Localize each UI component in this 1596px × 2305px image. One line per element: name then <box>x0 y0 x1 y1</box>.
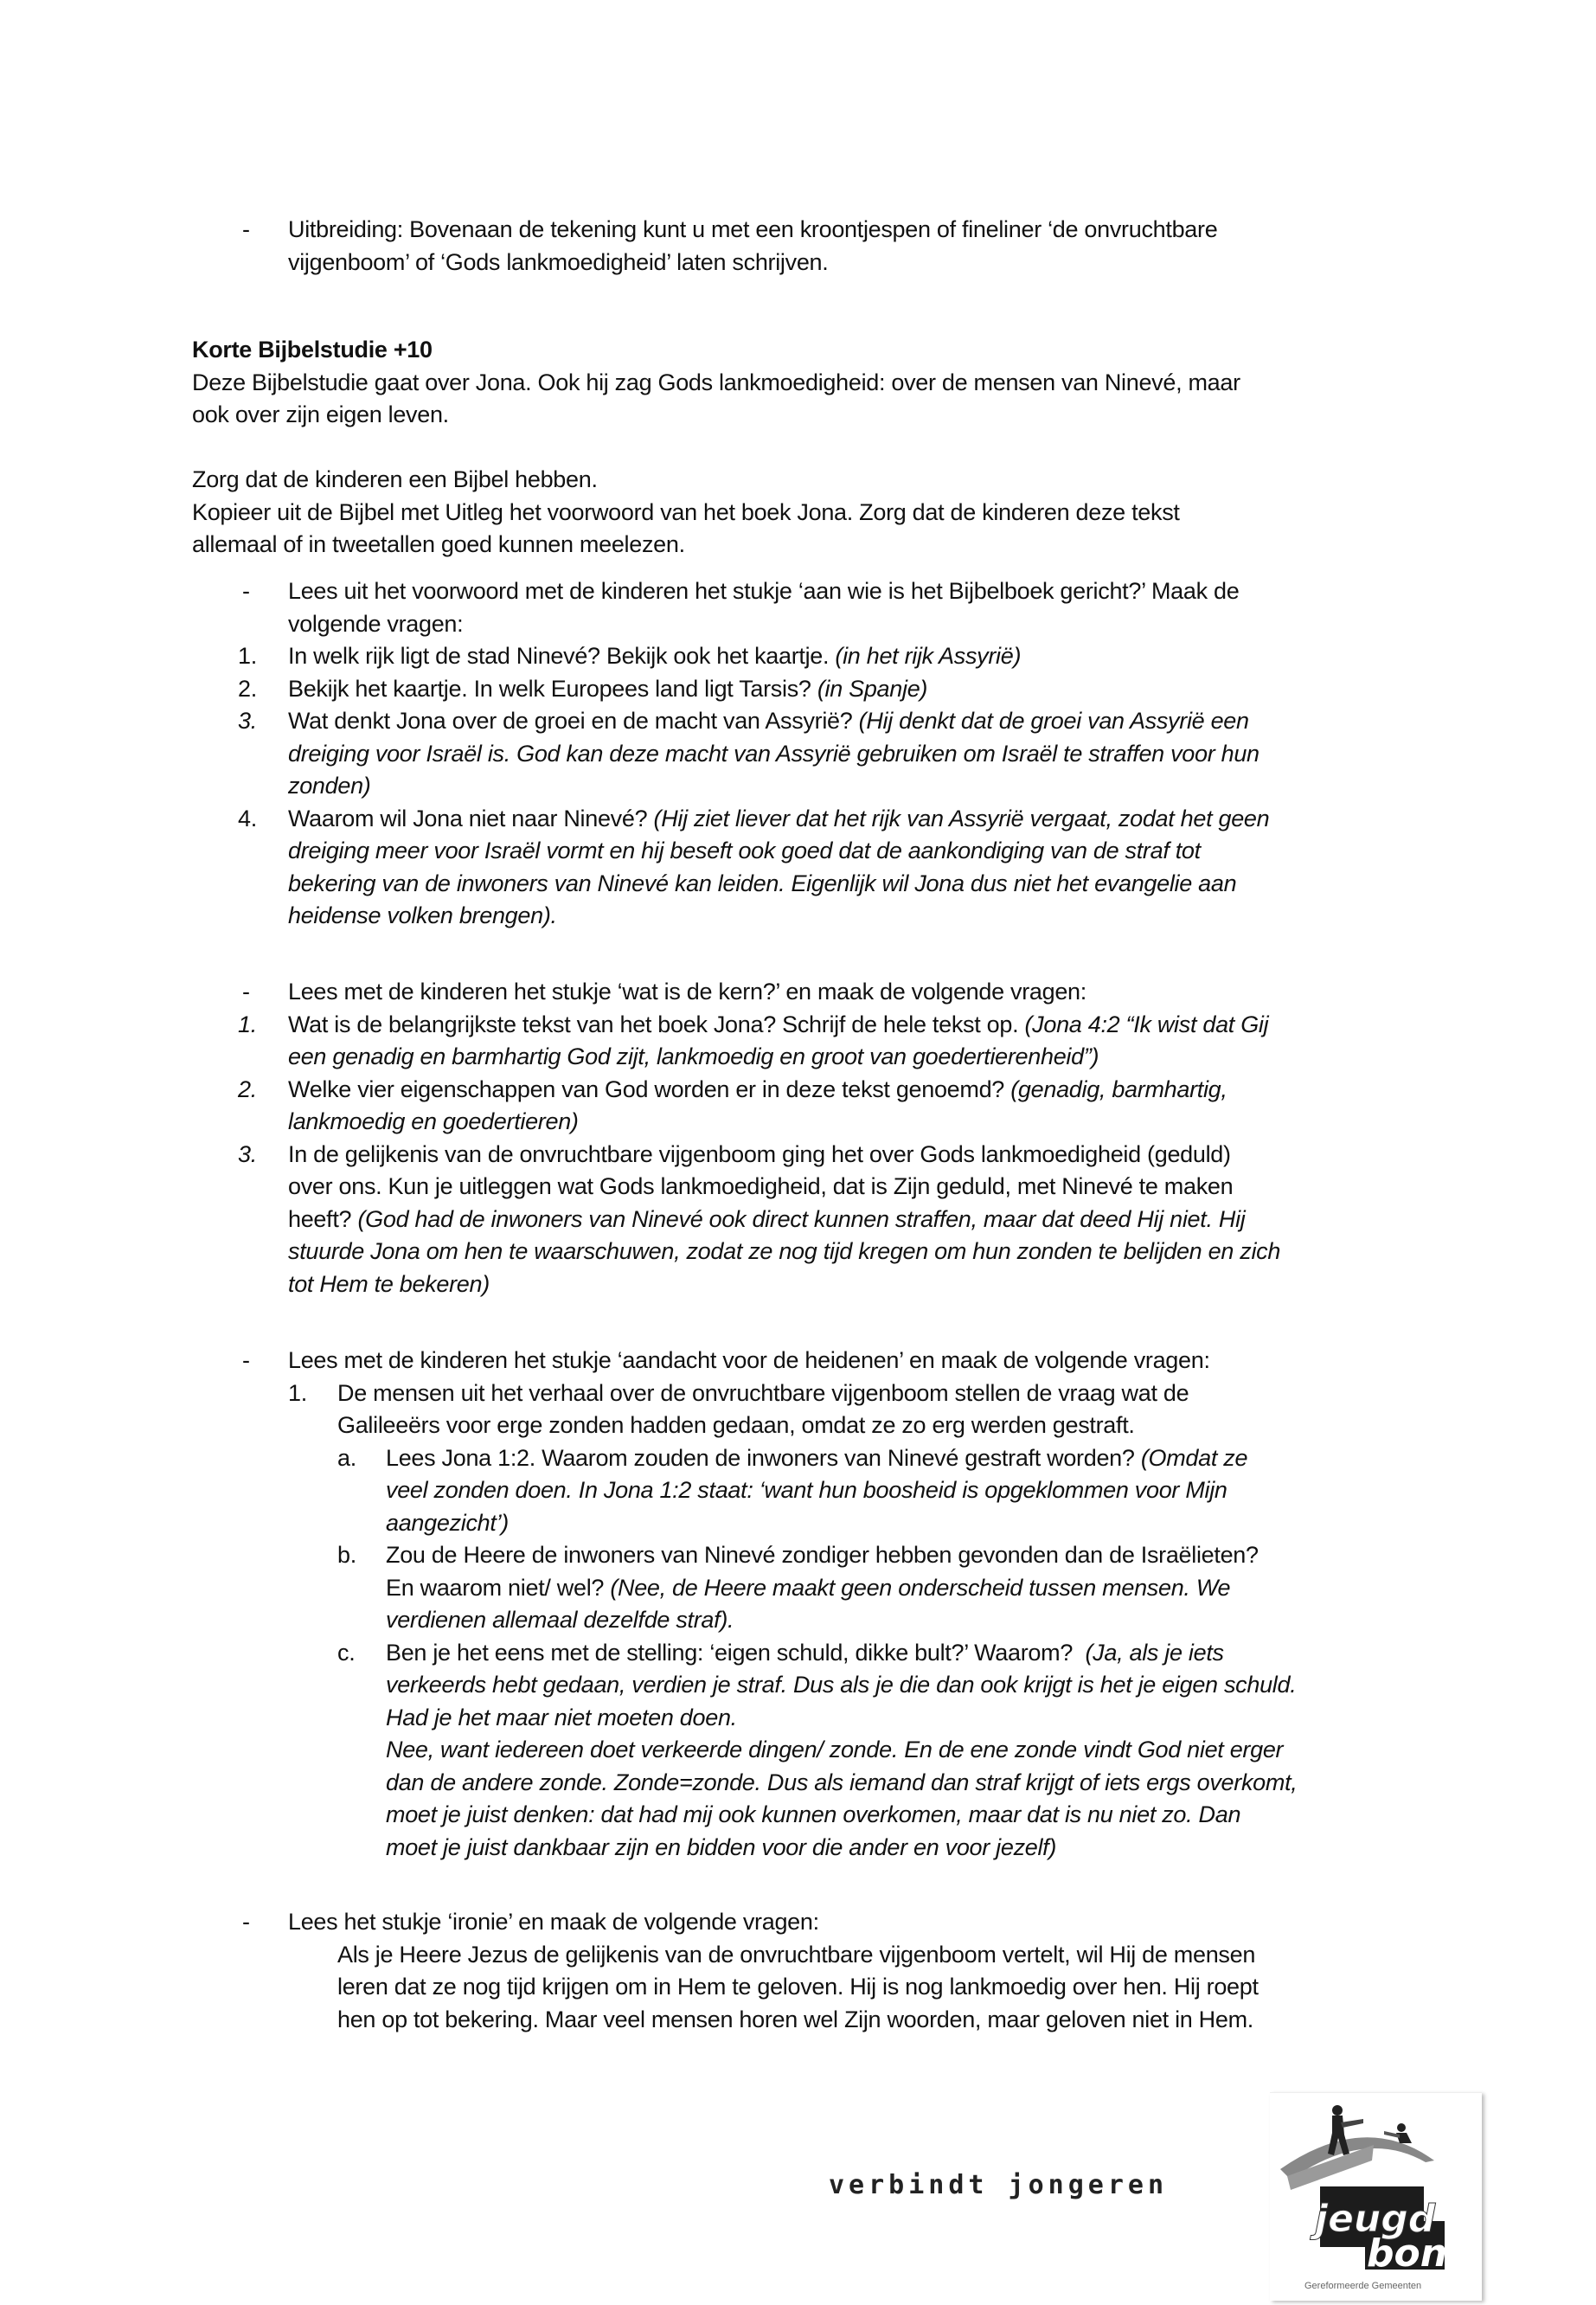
answer-text: (Jona 4:2 “Ik wist dat Gij <box>1024 1011 1269 1037</box>
answer-text: (genadig, barmhartig, <box>1010 1075 1227 1102</box>
list-number: 2. <box>238 1075 257 1102</box>
question-item <box>192 803 1420 933</box>
text-line: Kopieer uit de Bijbel met Uitleg het voorwoord van het boek Jona. Zorg dat de kinderen deze tekst <box>192 498 1180 525</box>
answer-text: een genadig en barmhartig God zijt, lankmoedig en groot van goedertierenheid”) <box>288 1043 1099 1069</box>
question-item <box>192 705 1420 803</box>
question-text: Zou de Heere de inwoners van Ninevé zondiger hebben gevonden dan de Israëlieten? <box>386 1542 1259 1568</box>
sub-question-item <box>192 1637 1420 1865</box>
answer-text: (Omdat ze <box>1140 1444 1248 1471</box>
question-item <box>192 1009 1420 1074</box>
part-wat-is-de-kern <box>192 976 1420 1300</box>
answer-text: tot Hem te bekeren) <box>288 1270 490 1297</box>
bullet-dash: - <box>242 578 250 604</box>
sub-question-item <box>192 1442 1420 1540</box>
verbindt-jongeren-wordmark <box>829 2163 1227 2215</box>
part-bijbelboek-gericht <box>192 575 1420 933</box>
question-text: Welke vier eigenschappen van God worden er in deze tekst genoemd? <box>288 1075 1011 1102</box>
answer-text: moet je juist denken: dat had mij ook kunnen overkomen, maar dat is nu niet zo. Dan <box>386 1801 1241 1827</box>
text-line: Zorg dat de kinderen een Bijbel hebben. <box>192 466 598 492</box>
text-line: hen op tot bekering. Maar veel mensen horen wel Zijn woorden, maar geloven niet in Hem. <box>337 2006 1253 2032</box>
text-line: allemaal of in tweetallen goed kunnen meelezen. <box>192 531 685 557</box>
answer-text: (God had de inwoners van Ninevé ook direct kunnen straffen, maar dat deed Hij niet. Hij <box>357 1205 1246 1232</box>
bullet-dash: - <box>242 1909 250 1935</box>
answer-text: (in het rijk Assyrië) <box>835 643 1022 669</box>
answer-text: veel zonden doen. In Jona 1:2 staat: ‘want hun boosheid is opgeklommen voor Mijn <box>386 1477 1227 1503</box>
question-item <box>192 640 1420 673</box>
text-line: Deze Bijbelstudie gaat over Jona. Ook hij zag Gods lankmoedigheid: over de mensen van Ninevé, maar <box>192 369 1240 395</box>
answer-text: stuurde Jona om hen te waarschuwen, zodat ze nog tijd kregen om hun zonden te belijden en zich <box>288 1238 1281 1264</box>
answer-text: (Nee, de Heere maakt geen onderscheid tussen mensen. We <box>610 1574 1231 1601</box>
question-text: In welk rijk ligt de stad Ninevé? Bekijk ook het kaartje. <box>288 643 836 669</box>
text-line: ook over zijn eigen leven. <box>192 401 449 427</box>
text-line: Uitbreiding: Bovenaan de tekening kunt u met een kroontjespen of fineliner ‘de onvruchtbare <box>288 216 1218 242</box>
list-letter: b. <box>337 1542 356 1568</box>
answer-text: dan de andere zonde. Zonde=zonde. Dus als iemand dan straf krijgt of iets ergs overkomt, <box>386 1769 1298 1795</box>
svg-text:bond: bond <box>1367 2231 1475 2276</box>
question-item <box>192 1139 1420 1301</box>
question-item <box>192 1074 1420 1139</box>
list-number: 1. <box>288 1379 307 1406</box>
answer-text: heidense volken brengen). <box>288 902 557 928</box>
bullet-dash: - <box>242 1347 250 1373</box>
answer-text: dreiging voor Israël is. God kan deze macht van Assyrië gebruiken om Israël te straffen voor hun <box>288 740 1259 767</box>
question-text: over ons. Kun je uitleggen wat Gods lankmoedigheid, dat is Zijn geduld, met Ninevé te maken <box>288 1173 1234 1199</box>
question-text: Ben je het eens met de stelling: ‘eigen schuld, dikke bult?’ Waarom? <box>386 1639 1086 1666</box>
answer-text: Nee, want iedereen doet verkeerde dingen/ zonde. En de ene zonde vindt God niet erger <box>386 1737 1284 1762</box>
list-number: 2. <box>238 675 257 702</box>
list-number: 3. <box>238 1140 257 1167</box>
svg-text:verbindt jongeren: verbindt jongeren <box>829 2170 1169 2200</box>
section-heading: Korte Bijbelstudie +10 <box>192 337 433 363</box>
answer-text: moet je juist dankbaar zijn en bidden voor die ander en voor jezelf) <box>386 1833 1057 1860</box>
numbered-item <box>192 1377 1420 1442</box>
list-number: 1. <box>238 643 257 669</box>
part-aandacht-voor-de-heidenen <box>192 1345 1420 1864</box>
answer-text: (in Spanje) <box>817 675 928 702</box>
answer-text: lankmoedig en goedertieren) <box>288 1108 579 1134</box>
svg-text:Gereformeerde Gemeenten: Gereformeerde Gemeenten <box>1304 2281 1422 2291</box>
text-line: Lees met de kinderen het stukje ‘aandacht voor de heidenen’ en maak de volgende vragen: <box>288 1347 1210 1373</box>
jumping-figures-icon <box>1270 2093 1482 2301</box>
question-text: En waarom niet/ wel? <box>386 1574 611 1601</box>
answer-text: Had je het maar niet moeten doen. <box>386 1704 737 1730</box>
list-letter: c. <box>337 1639 356 1666</box>
answer-text: verdienen allemaal dezelfde straf). <box>386 1607 734 1633</box>
question-text: Lees Jona 1:2. Waarom zouden de inwoners van Ninevé gestraft worden? <box>386 1444 1141 1471</box>
footer-tagline <box>829 2163 1227 2215</box>
question-text: Wat is de belangrijkste tekst van het boek Jona? Schrijf de hele tekst op. <box>288 1011 1025 1037</box>
answer-text: (Hij ziet liever dat het rijk van Assyrië vergaat, zodat het geen <box>653 805 1270 831</box>
question-text: heeft? <box>288 1205 358 1232</box>
answer-text: (Ja, als je iets <box>1085 1639 1224 1666</box>
question-item <box>192 673 1420 706</box>
list-number: 1. <box>238 1011 257 1037</box>
part-ironie <box>192 1906 1420 2036</box>
question-text: In de gelijkenis van de onvruchtbare vijgenboom ging het over Gods lankmoedigheid (geduld) <box>288 1140 1231 1167</box>
question-text: Bekijk het kaartje. In welk Europees land ligt Tarsis? <box>288 675 817 702</box>
answer-text: zonden) <box>288 773 371 799</box>
answer-text: (Hij denkt dat de groei van Assyrië een <box>858 708 1249 734</box>
text-line: Lees het stukje ‘ironie’ en maak de volgende vragen: <box>288 1909 819 1935</box>
answer-text: verkeerds hebt gedaan, verdien je straf. Dus als je die dan ook krijgt is het je eigen schuld. <box>386 1672 1297 1698</box>
text-line: Galileeërs voor erge zonden hadden gedaan, omdat ze zo erg werden gestraft. <box>337 1412 1135 1438</box>
intro-list-item <box>192 214 1420 279</box>
question-text: Wat denkt Jona over de groei en de macht van Assyrië? <box>288 708 859 734</box>
answer-text: aangezicht’) <box>386 1509 509 1536</box>
text-line: vijgenboom’ of ‘Gods lankmoedigheid’ laten schrijven. <box>288 248 829 275</box>
answer-text: dreiging meer voor Israël vormt en hij beseft ook goed dat de aankondiging van de straf tot <box>288 838 1201 864</box>
text-line: Als je Heere Jezus de gelijkenis van de onvruchtbare vijgenboom vertelt, wil Hij de mensen <box>337 1941 1256 1968</box>
jeugdbond-logo <box>1270 2092 1482 2301</box>
svg-text:jeugd: jeugd <box>1315 2197 1436 2241</box>
bullet-dash: - <box>242 216 250 242</box>
text-line: Lees uit het voorwoord met de kinderen het stukje ‘aan wie is het Bijbelboek gericht?’ Maak de <box>288 578 1240 604</box>
list-letter: a. <box>337 1444 356 1471</box>
text-line: leren dat ze nog tijd krijgen om in Hem te geloven. Hij is nog lankmoedig over hen. Hij roept <box>337 1974 1259 2000</box>
bullet-dash: - <box>242 979 250 1005</box>
text-line: Lees met de kinderen het stukje ‘wat is de kern?’ en maak de volgende vragen: <box>288 979 1086 1005</box>
text-line: De mensen uit het verhaal over de onvruchtbare vijgenboom stellen de vraag wat de <box>337 1379 1189 1406</box>
text-line: volgende vragen: <box>288 610 464 637</box>
sub-question-item <box>192 1539 1420 1637</box>
section-korte-bijbelstudie <box>192 334 1420 562</box>
list-number: 4. <box>238 805 257 831</box>
answer-text: bekering van de inwoners van Ninevé kan leiden. Eigenlijk wil Jona dus niet het evangelie aan <box>288 870 1237 896</box>
question-text: Waarom wil Jona niet naar Ninevé? <box>288 805 654 831</box>
list-number: 3. <box>238 708 257 734</box>
